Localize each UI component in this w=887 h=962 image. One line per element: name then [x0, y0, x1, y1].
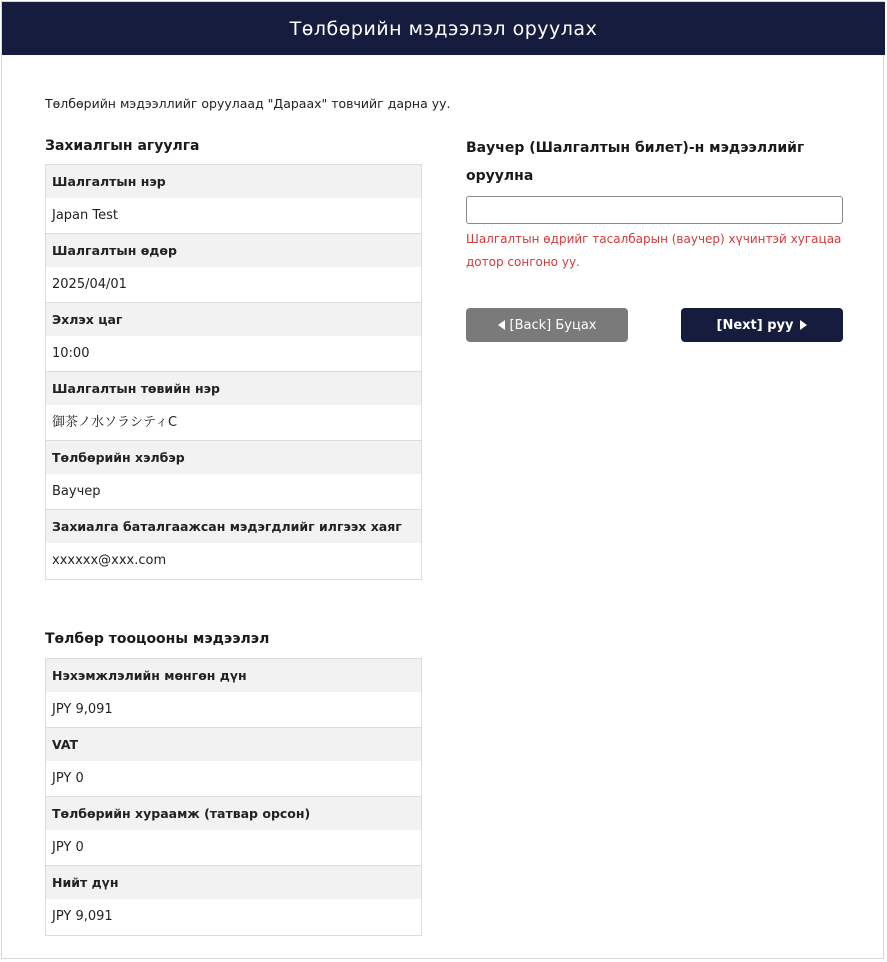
next-button-label: [Next] руу: [716, 317, 794, 333]
page-title: Төлбөрийн мэдээлэл оруулах: [289, 17, 598, 40]
start-time-label: Эхлэх цаг: [46, 303, 421, 336]
voucher-error-message: Шалгалтын өдрийг тасалбарын (ваучер) хүчинтэй хугацаа дотор сонгоно уу.: [466, 232, 842, 269]
exam-date-label: Шалгалтын өдөр: [46, 234, 421, 267]
order-details-table: [45, 164, 422, 580]
page-header: [2, 2, 885, 55]
exam-name-value: Japan Test: [46, 198, 421, 234]
confirmation-email-value: xxxxxx@xxx.com: [46, 543, 421, 579]
back-button-label: [Back] Буцах: [509, 317, 597, 333]
payment-fee-label: Төлбөрийн хураамж (татвар орсон): [46, 797, 421, 830]
payment-method-value: Ваучер: [46, 474, 421, 510]
instruction-text: Төлбөрийн мэдээллийг оруулаад "Дараах" товчийг дарна уу.: [45, 96, 451, 111]
exam-date-value: 2025/04/01: [46, 267, 421, 303]
test-center-label: Шалгалтын төвийн нэр: [46, 372, 421, 405]
back-button[interactable]: [466, 308, 628, 342]
invoice-amount-label: Нэхэмжлэлийн мөнгөн дүн: [46, 659, 421, 692]
caret-right-icon: [800, 320, 807, 330]
next-button[interactable]: [681, 308, 843, 342]
order-section-title: Захиалгын агуулга: [45, 138, 200, 154]
payment-fee-value: JPY 0: [46, 830, 421, 866]
invoice-amount-value: JPY 9,091: [46, 692, 421, 728]
voucher-input[interactable]: [466, 196, 843, 224]
test-center-value: 御茶ノ水ソラシティC: [46, 405, 421, 441]
payment-details-table: [45, 658, 422, 936]
voucher-section-title: Ваучер (Шалгалтын билет)-н мэдээллийг оруулна: [466, 140, 805, 184]
start-time-value: 10:00: [46, 336, 421, 372]
vat-value: JPY 0: [46, 761, 421, 797]
vat-label: VAT: [46, 728, 421, 761]
payment-method-label: Төлбөрийн хэлбэр: [46, 441, 421, 474]
total-amount-value: JPY 9,091: [46, 899, 421, 935]
caret-left-icon: [498, 320, 505, 330]
total-amount-label: Нийт дүн: [46, 866, 421, 899]
exam-name-label: Шалгалтын нэр: [46, 165, 421, 198]
payment-section-title: Төлбөр тооцооны мэдээлэл: [45, 631, 270, 647]
confirmation-email-label: Захиалга баталгаажсан мэдэгдлийг илгээх хаяг: [46, 510, 421, 543]
